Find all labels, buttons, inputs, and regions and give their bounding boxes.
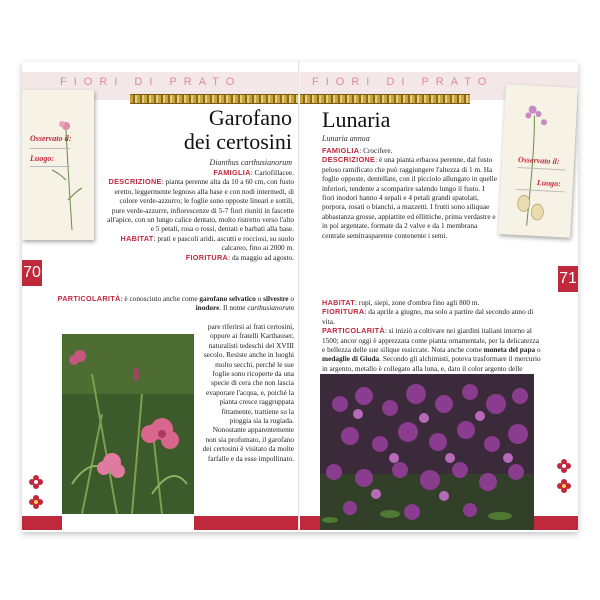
habitat-text: : prati e pascoli aridi, ascutti e rocciosi, su suolo calcareo, fino ai 2000 m. — [153, 233, 294, 253]
descrizione-text: : pianta perenne alta da 10 a 60 cm, con fusto eretto, leggermente legnoso alla base e con nodi intermedi, di colore verde-azzurro; le foglie sono opposte lineari e sottili, pure verde-azzurre, infiorescenze di 5-7 fiori riuniti in fascette all'apice, con un lungo calice dentato, molto ristretto verso l'alto e 5 petali, rosa o rossi, dentati e barbati alla base. — [107, 177, 294, 234]
title-line-1: Garofano — [208, 105, 292, 130]
latin-name: Dianthus carthusianorum — [209, 158, 292, 167]
dianthus-image — [62, 334, 194, 514]
place-line — [30, 166, 70, 167]
latin-name: Lunaria annua — [322, 134, 370, 143]
particolarita-text-2: o — [255, 294, 264, 303]
flower-icon — [28, 494, 44, 510]
observation-card — [22, 90, 94, 240]
fioritura-label: FIORITURA — [185, 252, 229, 262]
habitat-text: : rupi, siepi, zone d'ombra fino agli 800 m. — [355, 298, 480, 307]
left-page — [22, 62, 300, 532]
observed-label: Osservato il: — [30, 134, 72, 143]
species-description — [322, 146, 498, 240]
title-line-2: dei certosini — [183, 129, 292, 154]
famiglia-text: : Crocifere. — [359, 146, 393, 155]
particolarita-top — [36, 294, 294, 313]
particolarita-bold-2: silvestre — [263, 294, 289, 303]
descrizione-label: DESCRIZIONE — [322, 155, 376, 165]
lunaria-photo — [320, 374, 534, 530]
page-title: Lunaria — [322, 107, 391, 132]
particolarita-italic: carthusianorum — [247, 303, 294, 313]
particolarita-bold-3: inodore — [195, 303, 220, 313]
footer-bar-right — [300, 516, 320, 530]
particolarita-text-2: o — [535, 345, 541, 355]
lunaria-image — [320, 374, 534, 530]
gold-ornament — [130, 94, 300, 104]
open-book — [22, 62, 578, 532]
fioritura-label: FIORITURA — [322, 307, 365, 317]
particolarita-label: PARTICOLARITÀ — [57, 294, 121, 303]
famiglia-label: FAMIGLIA — [213, 168, 251, 177]
gold-ornament — [300, 94, 470, 104]
fioritura-text: : da aprile a giugno, ma solo a partire dal secondo anno di vita. — [322, 307, 534, 326]
famiglia-text: : Cariofillacee. — [250, 168, 294, 177]
particolarita-bold-1: moneta del papa — [483, 345, 536, 355]
particolarita-label: PARTICOLARITÀ — [322, 326, 385, 336]
observed-line — [30, 148, 70, 149]
descrizione-label: DESCRIZIONE — [108, 177, 162, 187]
footer-bar-right-2 — [534, 516, 578, 530]
particolarita-bold-1: garofano selvatico — [199, 294, 256, 303]
running-header: FIORI DI PRATO — [60, 76, 242, 88]
particolarita-wrap: pare riferirsi ai frati certosini, oppure ai fratelli Karthauser, naturalisti tedeschi del XVIII secolo. Resiste anche in luoghi molto secchi, perché le sue foglie sono ricoperte da una specie di cera che non lascia evaporare l'acqua, e, poiché la pianta cresce raggruppata fittamente, trattiene su la pioggia sia la rugiada. Nonostante apparentemente non sia profumato, il garofano dei certosini è visitato da molte farfalle e da esse impollinato. — [202, 322, 294, 463]
species-details — [322, 298, 542, 383]
footer-bar-left-2 — [194, 516, 300, 530]
habitat-label: HABITAT — [322, 298, 356, 307]
page-number-right: 71 — [558, 266, 578, 292]
particolarita-text-1: : si iniziò a coltivare nei giardini italiani intorno al 1500; ancor oggi è apprezzata come pianta ornamentale, per la delicatezza e bellezza delle sue silique essiccate. Nota anche come — [322, 326, 539, 355]
right-page — [300, 62, 578, 532]
flower-icon — [556, 458, 572, 474]
observation-card — [498, 84, 578, 238]
particolarita-text-3: . Secondo gli alchimisti, poteva trasformare il mercurio in argento, metallo è collegato alla luna, e, dato il color argento delle — [322, 354, 541, 373]
species-description — [106, 168, 294, 262]
running-header: FIORI DI PRATO — [312, 76, 494, 88]
flower-icon — [28, 474, 44, 490]
particolarita-text-4: . Il nome — [219, 303, 248, 313]
habitat-label: HABITAT — [120, 233, 154, 243]
particolarita-text-1: : è conosciuto anche come — [120, 294, 200, 303]
particolarita-text-3: o — [288, 294, 294, 303]
famiglia-label: FAMIGLIA — [322, 146, 360, 155]
footer-bar-left — [22, 516, 62, 530]
page-number-left: 70 — [22, 260, 42, 286]
plant-sketch-icon — [22, 90, 94, 240]
particolarita-bold-2: medaglie di Giuda — [322, 354, 380, 364]
observed-label: Osservato il: — [517, 154, 560, 167]
place-label: Luogo: — [536, 177, 562, 189]
dianthus-photo — [62, 334, 194, 514]
descrizione-text: : è una pianta erbacea perenne, dal fusto peloso ramificato che può raggiungere l'altezza di 1 m. Ha foglie opposte, dentellate, con il picciolo allungato in quelle inferiori, tendente a scomparire salendo lungo il fusto. I fiori inodori hanno 4 sepali e 4 petali grandi spatolati, porpora, rosati o bianchi, a mazzetti. I frutti sono siliquae abbastanza grosse, appiattite ed ellittiche, prima verdastre e in poi argentate, formate da 2 valve e da 1 membrana centrale semitrasparente contenente i semi. — [322, 155, 498, 240]
place-label: Luogo: — [30, 154, 54, 163]
flower-icon — [556, 478, 572, 494]
page-title — [140, 106, 292, 154]
fioritura-text: : da maggio ad agosto. — [228, 252, 294, 262]
